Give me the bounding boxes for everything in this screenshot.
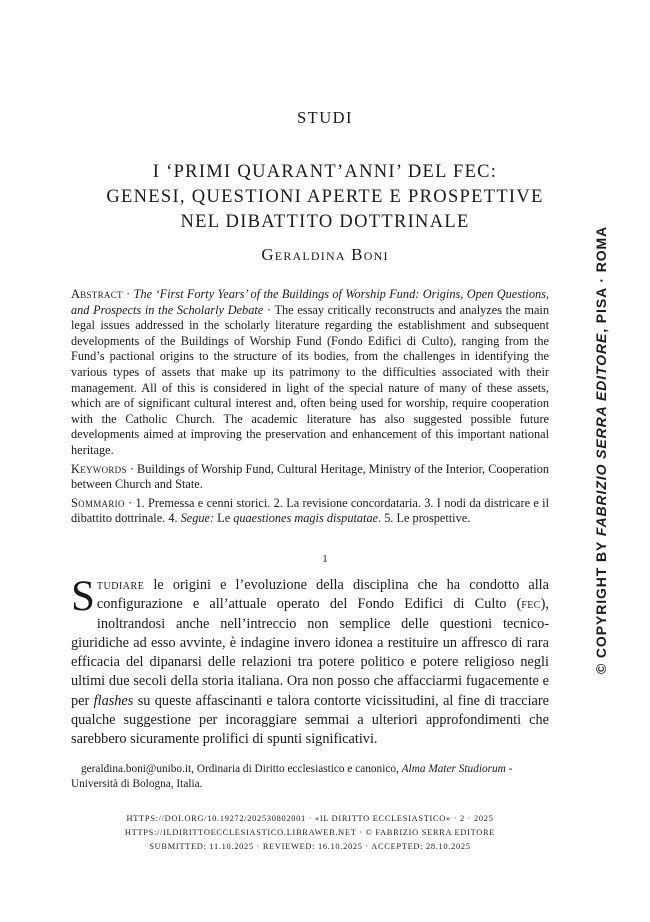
sommario-segue: Segue:: [180, 511, 215, 526]
sommario-label: Sommario: [71, 495, 125, 510]
abstract-text: · The essay critically reconstructs and analyzes the main legal issues addressed in the scholarly literature regarding the establishment and subsequent developments of the Buildings of Worship Fund (Fondo Edifici di Culto), ranging from the Fund’s pactional origins to the structure of its bodies, from the challenges in identifying the various types of assets that make up its patrimony to the difficulties associated with their management. All of this is considered in light of the special nature of many of these assets, which are of significant cultural interest and, often being used for worship, require cooperation with the Catholic Church. The academic literature has also suggested possible future developments aimed at improving the preservation and enhancement of this important national heritage.: [71, 302, 549, 457]
page-number: 1: [322, 553, 328, 565]
title-line-2: GENESI, QUESTIONI APERTE E PROSPETTIVE: [106, 187, 544, 207]
dates-line: SUBMITTED: 11.10.2025 · REVIEWED: 16.10.2025 · ACCEPTED: 28.10.2025: [149, 842, 471, 851]
copyright-suffix: , PISA · ROMA: [593, 225, 609, 333]
footnote-text-1: geraldina.boni@unibo.it, Ordinaria di Diritto ecclesiastico e canonico,: [81, 763, 402, 775]
drop-cap: S: [71, 573, 95, 620]
copyright-prefix: © COPYRIGHT BY: [593, 536, 609, 675]
abstract-paragraph: [71, 287, 549, 459]
abstract-block: [71, 287, 549, 530]
body-italic-flashes: flashes: [93, 692, 134, 709]
doi-line[interactable]: HTTPS://DOI.ORG/10.19272/202530802001 · «IL DIRITTO ECCLESIASTICO» · 2 · 2025: [126, 814, 494, 823]
abstract-english-title: The ‘First Forty Years’ of the Buildings of Worship Fund: Origins, Open Questions, and Prospects in the Scholarly Debate: [71, 287, 550, 317]
section-label: STUDI: [296, 108, 354, 127]
sommario-part-3: . 5. Le prospettive.: [378, 511, 471, 526]
body-text-2: ), inoltrandosi anche nell’intreccio non semplice delle questioni tecnico-giuridiche ad esso avvinte, è indagine invero idonea a restituire un affresco di rara efficacia del dipanarsi delle relazioni tra potere politico e potere religioso negli ultimi due secoli della storia italiana. Ora non posso che affacciarmi fugacemente e per: [71, 596, 549, 709]
body-text-3: su queste affascinanti e talora contorte vicissitudini, al fine di tracciare qualche suggestione per incoraggiare semmai a ulteriori approfondimenti che sarebbero sicuramente prolifici di spunti significativi.: [71, 692, 549, 748]
abstract-separator: ·: [122, 287, 134, 301]
body-paragraph: [71, 573, 549, 750]
copyright-notice: [589, 215, 613, 685]
sommario-part-1: · 1. Premessa e cenni storici. 2. La revisione concordataria. 3. I nodi da districare e il dibattito dottrinale. 4.: [71, 495, 549, 526]
copyright-publisher: FABRIZIO SERRA EDITORE: [593, 332, 609, 537]
abstract-label: Abstract: [71, 287, 123, 301]
author-name: Geraldina Boni: [261, 245, 389, 264]
title-line-3: NEL DIBATTITO DOTTRINALE: [180, 212, 470, 232]
article-title: [60, 160, 590, 235]
sommario-paragraph: [71, 496, 549, 527]
author-footnote: [71, 762, 549, 792]
body-text-1: le origini e l’evoluzione della disciplina che ha condotto alla configurazione e all’attuale operato del Fondo Edifici di Culto (: [96, 577, 549, 613]
publication-meta: [0, 812, 620, 854]
lead-word: tudiare: [96, 577, 145, 593]
website-line[interactable]: HTTPS://ILDIRITTOECCLESIASTICO.LIBRAWEB.NET · © FABRIZIO SERRA EDITORE: [124, 828, 496, 837]
keywords-separator: ·: [126, 461, 138, 476]
keywords-label: Keywords: [71, 461, 127, 476]
keywords-paragraph: [71, 462, 549, 493]
footnote-italic: Alma Mater Studiorum: [401, 763, 506, 775]
keywords-text: Buildings of Worship Fund, Cultural Heritage, Ministry of the Interior, Cooperation between Church and State.: [71, 461, 549, 492]
title-line-1: I ‘PRIMI QUARANT’ANNI’ DEL FEC:: [152, 162, 498, 182]
footnote-text-2: - Università di Bologna, Italia.: [71, 763, 513, 790]
sommario-italic: quaestiones magis disputatae: [233, 511, 379, 526]
fec-abbreviation: fec: [521, 596, 541, 613]
sommario-part-2: Le: [214, 511, 234, 526]
